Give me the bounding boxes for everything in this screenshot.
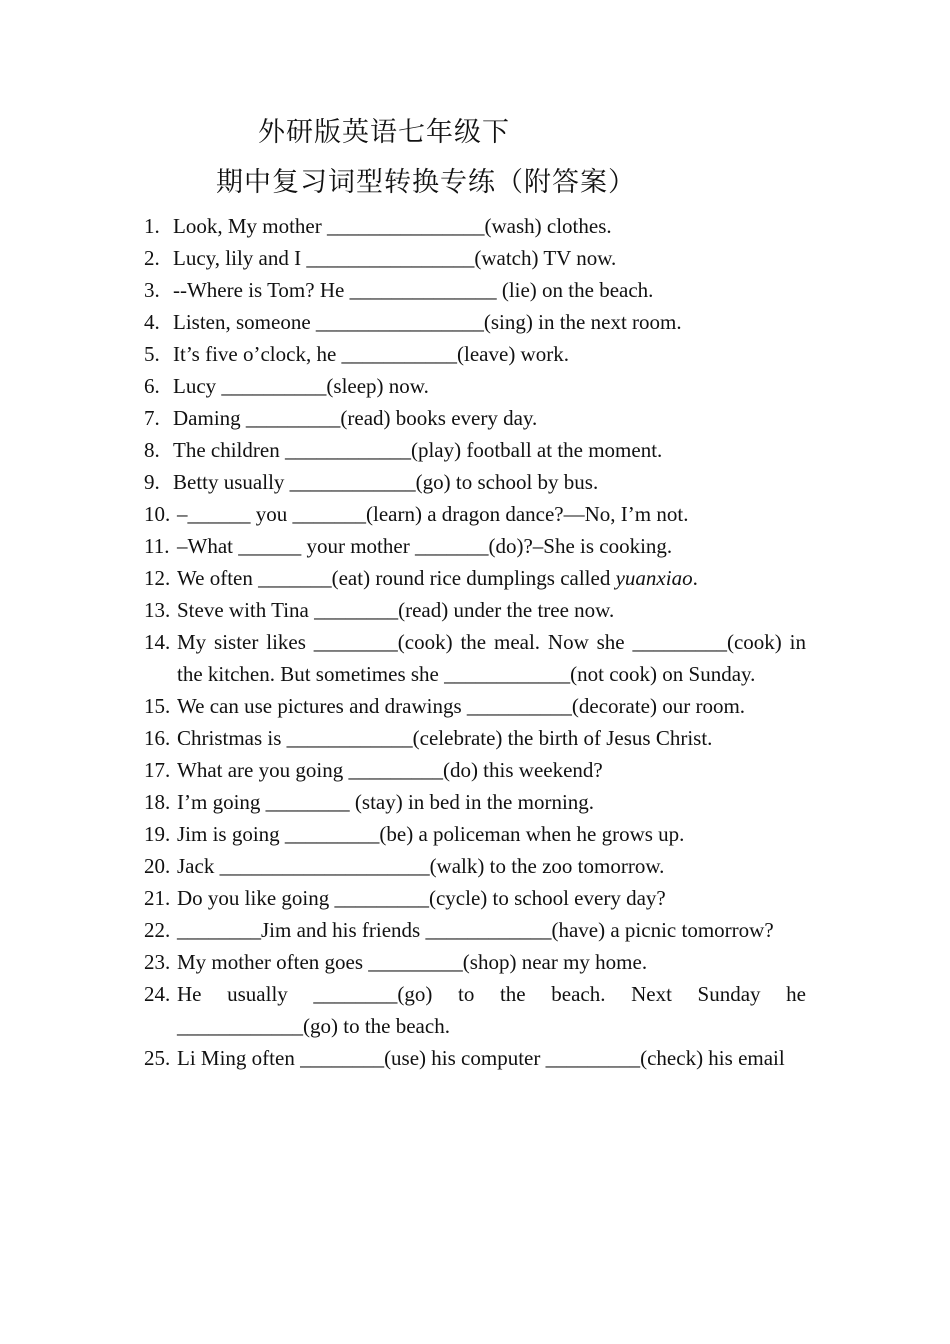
exercise-number: 9.: [144, 470, 160, 494]
exercise-text: It’s five o’clock, he ___________(leave) work.: [173, 342, 569, 366]
exercise-item: [144, 242, 806, 274]
exercise-item: [144, 754, 806, 786]
exercise-text: My mother often goes _________(shop) near my home.: [177, 950, 648, 974]
exercise-number: 4.: [144, 310, 160, 334]
exercise-item: [144, 338, 806, 370]
exercise-list: [144, 210, 806, 1074]
exercise-item: [144, 274, 806, 306]
exercise-number: 13.: [144, 598, 171, 622]
exercise-number: 24.: [144, 982, 171, 1006]
exercise-number: 25.: [144, 1046, 171, 1070]
exercise-number: 10.: [144, 502, 171, 526]
exercise-item: [144, 690, 806, 722]
exercise-text: ________Jim and his friends ____________(have) a picnic tomorrow?: [177, 918, 774, 942]
exercise-item: [144, 978, 806, 1042]
exercise-text: Christmas is ____________(celebrate) the birth of Jesus Christ.: [177, 726, 713, 750]
exercise-text: Betty usually ____________(go) to school by bus.: [173, 470, 599, 494]
exercise-item: [144, 818, 806, 850]
exercise-text: I’m going ________ (stay) in bed in the morning.: [177, 790, 595, 814]
exercise-number: 6.: [144, 374, 160, 398]
exercise-item: [144, 210, 806, 242]
exercise-text-italic: yuanxiao: [615, 566, 693, 590]
exercise-item: [144, 914, 806, 946]
exercise-number: 16.: [144, 726, 171, 750]
exercise-number: 23.: [144, 950, 171, 974]
exercise-item: [144, 594, 806, 626]
exercise-number: 7.: [144, 406, 160, 430]
exercise-number: 12.: [144, 566, 171, 590]
exercise-item: [144, 498, 806, 530]
exercise-item: [144, 1042, 806, 1074]
exercise-text-main: We often _______(eat) round rice dumplings called: [177, 566, 616, 590]
exercise-text: We can use pictures and drawings __________(decorate) our room.: [177, 694, 746, 718]
exercise-number: 5.: [144, 342, 160, 366]
exercise-item: [144, 370, 806, 402]
exercise-item: [144, 402, 806, 434]
exercise-item: [144, 306, 806, 338]
exercise-number: 17.: [144, 758, 171, 782]
exercise-item: [144, 786, 806, 818]
exercise-number: 14.: [144, 630, 171, 654]
exercise-number: 11.: [144, 534, 170, 558]
exercise-text: Lucy __________(sleep) now.: [173, 374, 429, 398]
exercise-text: Listen, someone ________________(sing) in the next room.: [173, 310, 682, 334]
exercise-text: Lucy, lily and I ________________(watch) TV now.: [173, 246, 617, 270]
exercise-item: [144, 530, 806, 562]
exercise-text: My sister likes ________(cook) the meal. Now she _________(cook) in the kitchen. But sometimes she ____________(not cook) on Sunday.: [177, 630, 806, 686]
exercise-text: Do you like going _________(cycle) to school every day?: [177, 886, 666, 910]
exercise-number: 19.: [144, 822, 171, 846]
exercise-number: 3.: [144, 278, 160, 302]
exercise-item: [144, 882, 806, 914]
exercise-text: Jim is going _________(be) a policeman when he grows up.: [177, 822, 685, 846]
worksheet-title: 外研版英语七年级下: [258, 117, 510, 148]
exercise-text: Jack ____________________(walk) to the zoo tomorrow.: [177, 854, 665, 878]
exercise-number: 1.: [144, 214, 160, 238]
exercise-item: [144, 946, 806, 978]
exercise-text: –What ______ your mother _______(do)?–She is cooking.: [177, 534, 673, 558]
exercise-text: He usually ________(go) to the beach. Next Sunday he ____________(go) to the beach.: [177, 982, 806, 1038]
exercise-number: 8.: [144, 438, 160, 462]
exercise-text: Look, My mother _______________(wash) clothes.: [173, 214, 612, 238]
exercise-text-tail: .: [692, 566, 698, 590]
exercise-item: [144, 434, 806, 466]
exercise-text: Daming _________(read) books every day.: [173, 406, 538, 430]
exercise-text: [177, 562, 806, 594]
exercise-number: 2.: [144, 246, 160, 270]
exercise-item: [144, 626, 806, 690]
exercise-item: [144, 850, 806, 882]
exercise-text: What are you going _________(do) this weekend?: [177, 758, 603, 782]
exercise-number: 21.: [144, 886, 171, 910]
exercise-text: The children ____________(play) football at the moment.: [173, 438, 663, 462]
exercise-number: 22.: [144, 918, 171, 942]
exercise-item: [144, 562, 806, 594]
exercise-number: 20.: [144, 854, 171, 878]
exercise-text: Li Ming often ________(use) his computer _________(check) his email: [177, 1046, 785, 1070]
exercise-text: Steve with Tina ________(read) under the tree now.: [177, 598, 615, 622]
exercise-item: [144, 722, 806, 754]
exercise-item: [144, 466, 806, 498]
exercise-number: 15.: [144, 694, 171, 718]
exercise-text: –______ you _______(learn) a dragon dance?—No, I’m not.: [177, 502, 689, 526]
exercise-text: --Where is Tom? He ______________ (lie) on the beach.: [173, 278, 654, 302]
worksheet-subtitle: 期中复习词型转换专练（附答案）: [216, 167, 636, 198]
exercise-number: 18.: [144, 790, 171, 814]
